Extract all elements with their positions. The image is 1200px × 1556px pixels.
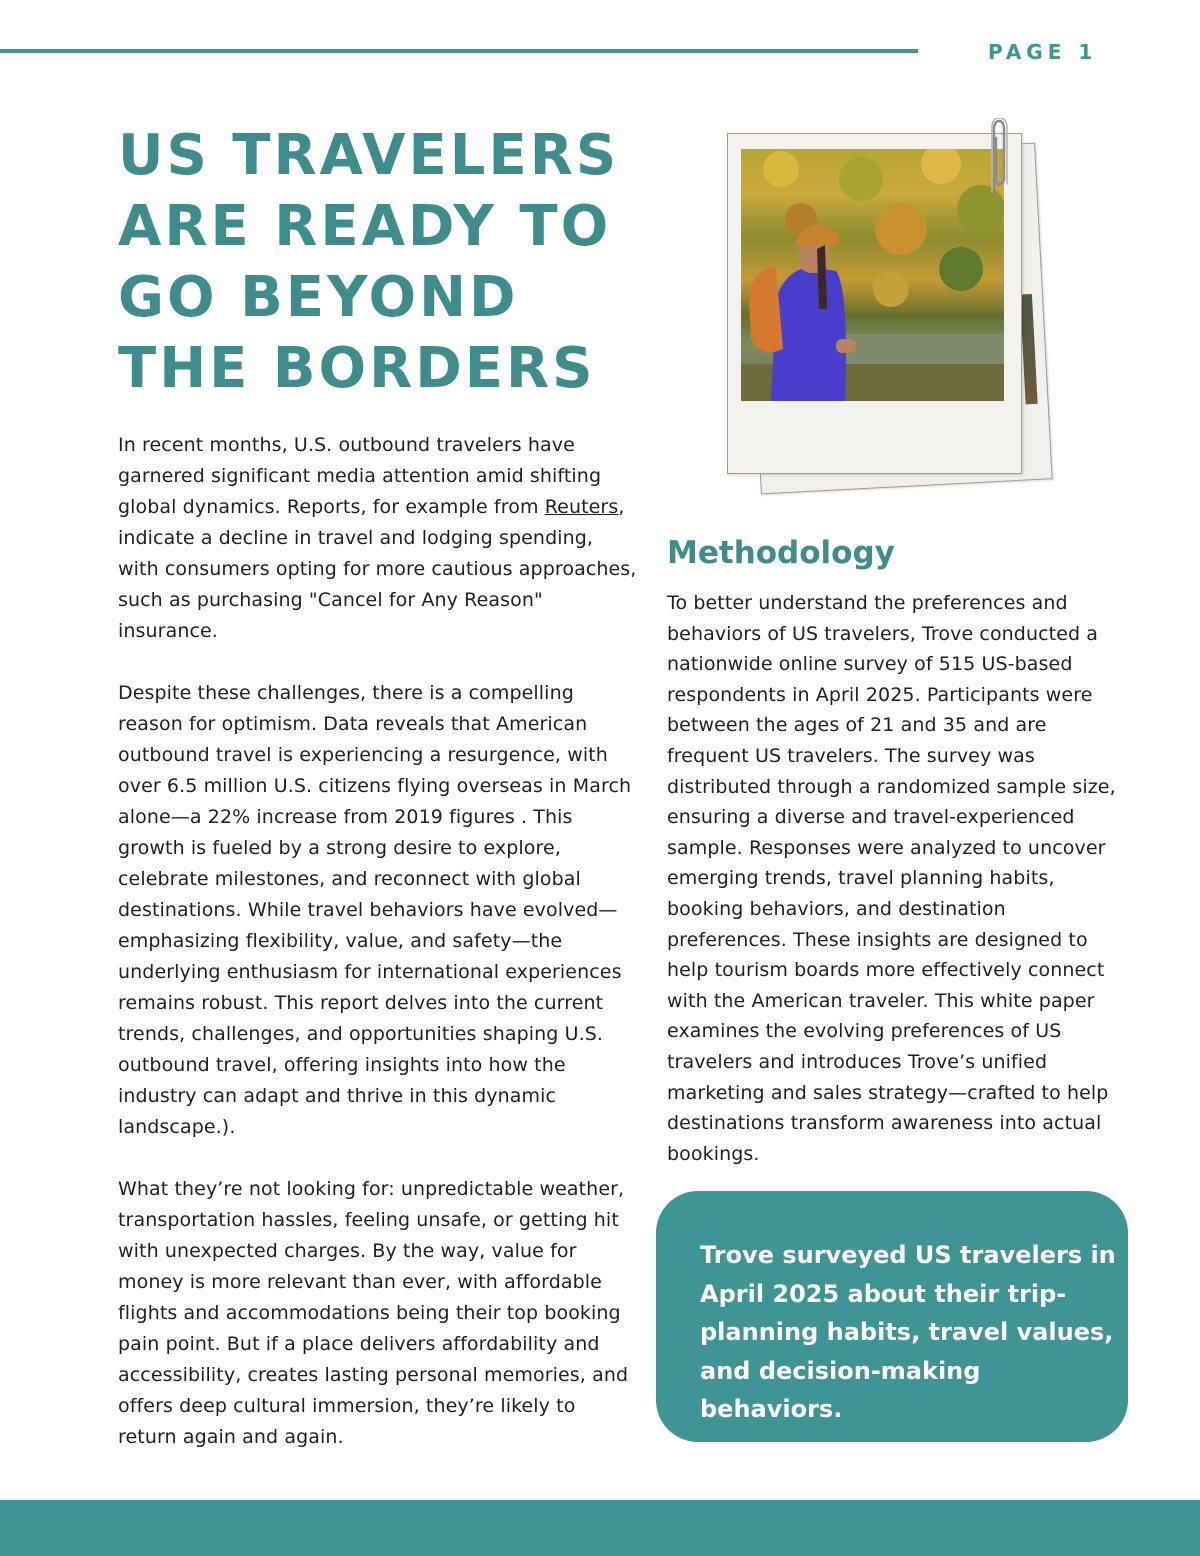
hiker-photo (741, 149, 1004, 401)
intro-paragraph-1 (118, 430, 638, 647)
polaroid-photo (727, 133, 1022, 474)
methodology-column (667, 588, 1127, 1169)
paperclip-icon (988, 118, 1010, 200)
hiker-illustration (741, 149, 1004, 401)
intro-text: , indicate a decline in travel and lodging spending, with consumers opting for more cautious approaches, such as purchasing "Cancel for Any Reason" insurance. (118, 496, 637, 642)
intro-column (118, 430, 638, 1484)
reuters-link[interactable]: Reuters (544, 496, 619, 518)
page-number: PAGE 1 (988, 40, 1098, 64)
photo-edge (1020, 294, 1038, 404)
footer-band (0, 1500, 1200, 1556)
title-line: ARE READY TO (118, 194, 612, 259)
methodology-heading: Methodology (667, 535, 895, 571)
intro-paragraph-2: Despite these challenges, there is a compelling reason for optimism. Data reveals that American outbound travel is experiencing a resurgence, with over 6.5 million U.S. citizens flying overseas in March alone—a 22% increase from 2019 figures . This growth is fueled by a strong desire to explore, celebrate milestones, and reconnect with global destinations. While travel behaviors have evolved—emphasizing flexibility, value, and safety—the underlying enthusiasm for international experiences remains robust. This report delves into the current trends, challenges, and opportunities shaping U.S. outbound travel, offering insights into how the industry can adapt and thrive in this dynamic landscape.). (118, 682, 632, 1138)
callout-text: Trove surveyed US travelers in April 2025 about their trip-planning habits, travel values, and decision-making behaviors. (700, 1241, 1116, 1423)
page-title (118, 120, 638, 404)
title-line: GO BEYOND (118, 265, 519, 330)
intro-text: In recent months, U.S. outbound travelers have garnered significant media attention amid shifting global dynamics. Reports, for example from (118, 434, 602, 518)
top-rule (0, 49, 918, 53)
title-line: US TRAVELERS (118, 123, 620, 188)
callout-box (656, 1191, 1128, 1442)
intro-paragraph-3: What they’re not looking for: unpredictable weather, transportation hassles, feeling unsafe, or getting hit with unexpected charges. By the way, value for money is more relevant than ever, with affordable flights and accommodations being their top booking pain point. But if a place delivers affordability and accessibility, creates lasting personal memories, and offers deep cultural immersion, they’re likely to return again and again. (118, 1178, 629, 1448)
methodology-paragraph: To better understand the preferences and behaviors of US travelers, Trove conducted a nationwide online survey of 515 US-based respondents in April 2025. Participants were between the ages of 21 and 35 and are frequent US travelers. The survey was distributed through a randomized sample size, ensuring a diverse and travel-experienced sample. Responses were analyzed to uncover emerging trends, travel planning habits, booking behaviors, and destination preferences. These insights are designed to help tourism boards more effectively connect with the American traveler. This white paper examines the evolving preferences of US travelers and introduces Trove’s unified marketing and sales strategy—crafted to help destinations transform awareness into actual bookings. (667, 592, 1116, 1165)
title-line: THE BORDERS (118, 336, 596, 401)
